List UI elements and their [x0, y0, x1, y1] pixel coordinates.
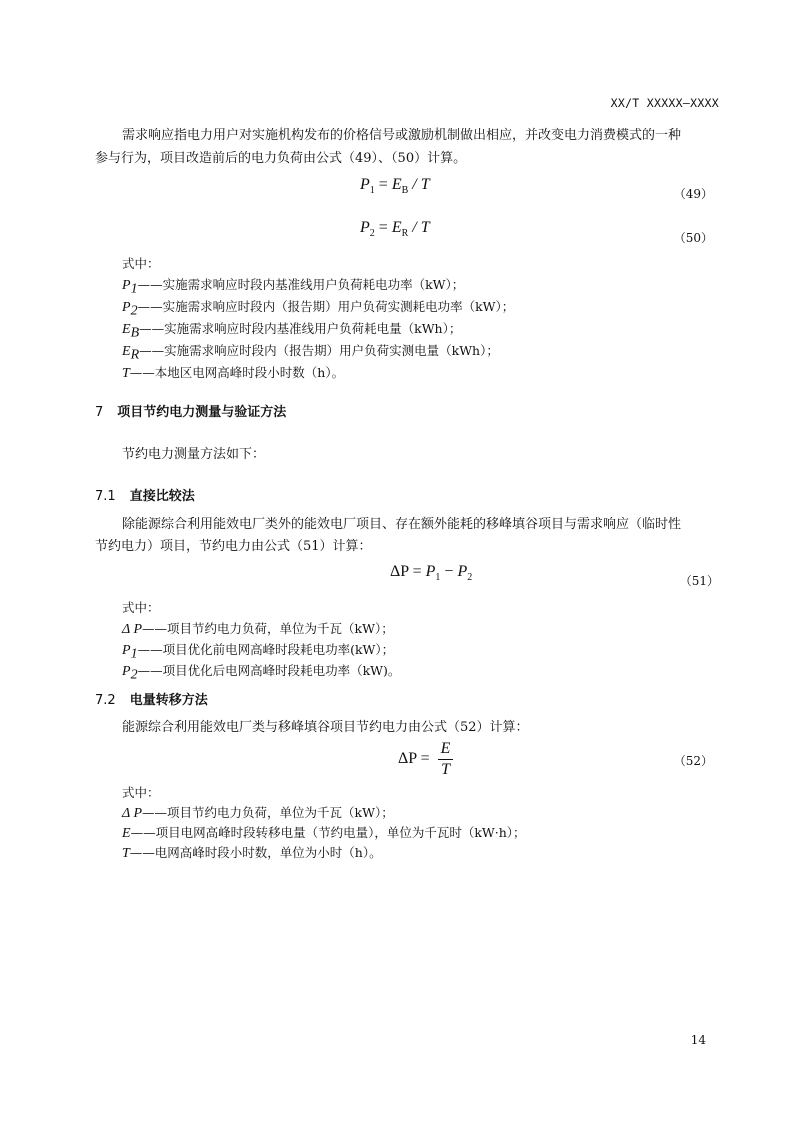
definition-item: Δ P——项目节约电力负荷，单位为千瓦（kW）；	[122, 621, 394, 637]
equation-51: $\Delta P = P_1 - P_2$	[390, 563, 473, 583]
definition-item: Δ P——项目节约电力负荷，单位为千瓦（kW）；	[122, 805, 394, 821]
document-id-header: XX/T XXXXX—XXXX	[610, 96, 719, 110]
section-7-1-heading: 7.1 直接比较法	[95, 489, 195, 504]
definitions-intro: 式中：	[122, 256, 160, 271]
definition-item: $E_B——$实施需求响应时段内基准线用户负荷耗电量（kWh）；	[122, 321, 462, 341]
section-7-2-heading: 7.2 电量转移方法	[95, 693, 208, 708]
equation-49-number: （49）	[673, 187, 713, 201]
definition-item: $E_R——$实施需求响应时段内（报告期）用户负荷实测电量（kWh）；	[122, 343, 499, 363]
equation-50: $P_2 = E_R / T$	[360, 219, 430, 239]
intro-paragraph-line-2: 参与行为，项目改造前后的电力负荷由公式（49）、（50）计算。	[95, 151, 467, 166]
section-7-1-paragraph-line-2: 节约电力）项目，节约电力由公式（51）计算：	[95, 539, 372, 554]
section-7-1-paragraph-line-1: 除能源综合利用能效电厂类外的能效电厂项目、存在额外能耗的移峰填谷项目与需求响应（临时性	[122, 517, 682, 532]
equation-51-number: （51）	[679, 574, 719, 588]
definitions-intro: 式中：	[122, 785, 160, 800]
definition-item: $P_1——$实施需求响应时段内基准线用户负荷耗电功率（kW）；	[122, 277, 465, 297]
definitions-intro: 式中：	[122, 600, 160, 615]
definition-item: T——电网高峰时段小时数，单位为小时（h）。	[122, 845, 382, 861]
section-7-2-body: 能源综合利用能效电厂类与移峰填谷项目节约电力由公式（52）计算：	[122, 720, 529, 735]
equation-52-number: （52）	[673, 754, 713, 768]
fraction: $\frac{E}{T}$	[438, 740, 454, 779]
definition-item: $P_2——$实施需求响应时段内（报告期）用户负荷实测耗电功率（kW）；	[122, 299, 515, 319]
definition-item: $P_2——$项目优化后电网高峰时段耗电功率（kW)。	[122, 663, 401, 683]
equation-50-number: （50）	[673, 231, 713, 245]
definition-item: $P_1——$项目优化前电网高峰时段耗电功率(kW）；	[122, 642, 395, 662]
section-7-heading: 7 项目节约电力测量与验证方法	[95, 405, 287, 420]
page-number: 14	[690, 1033, 706, 1047]
equation-49: $P_1 = E_B / T$	[360, 176, 430, 196]
definition-item: E——项目电网高峰时段转移电量（节约电量），单位为千瓦时（kW·h）；	[122, 825, 526, 841]
section-7-body: 节约电力测量方法如下：	[122, 447, 266, 462]
definition-item: T——本地区电网高峰时段小时数（h）。	[122, 365, 345, 381]
equation-52: ΔP = $\frac{E}{T}$	[398, 740, 453, 779]
intro-paragraph-line-1: 需求响应指电力用户对实施机构发布的价格信号或激励机制做出相应，并改变电力消费模式的一种	[122, 128, 682, 143]
